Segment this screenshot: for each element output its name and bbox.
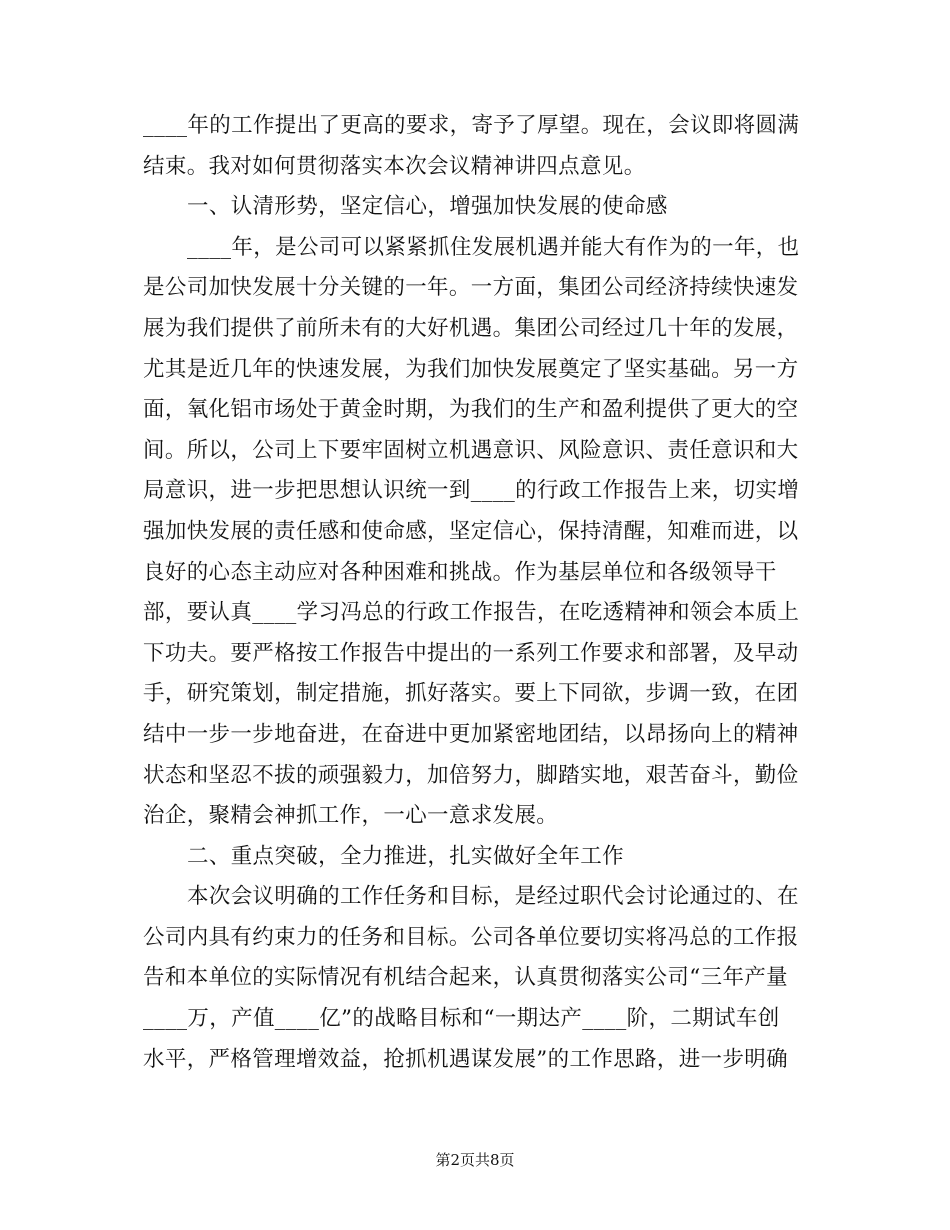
text-line: 告和本单位的实际情况有机结合起来，认真贯彻落实公司“三年产量 [143,965,788,991]
text-line: 下功夫。要严格按工作报告中提出的一系列工作要求和部署，及早动 [143,640,799,666]
text-line: 公司内具有约束力的任务和目标。公司各单位要切实将冯总的工作报 [143,924,799,950]
document-body [143,106,808,1080]
text-line: 结中一步一步地奋进，在奋进中更加紧密地团结，以昂扬向上的精神 [143,721,799,747]
text-line: 局意识，进一步把思想认识统一到____的行政工作报告上来，切实增 [143,478,800,504]
text-line: 状态和坚忍不拔的顽强毅力，加倍努力，脚踏实地，艰苦奋斗，勤俭 [143,762,799,788]
text-line: 良好的心态主动应对各种困难和挑战。作为基层单位和各级领导干 [143,559,777,585]
section-heading: 一、认清形势，坚定信心，增强加快发展的使命感 [187,194,668,220]
text-line: 间。所以，公司上下要牢固树立机遇意识、风险意识、责任意识和大 [143,437,799,463]
text-line: 结束。我对如何贯彻落实本次会议精神讲四点意见。 [143,153,646,179]
text-line: 水平，严格管理增效益，抢抓机遇谋发展”的工作思路，进一步明确 [143,1046,788,1072]
text-line: 部，要认真____学习冯总的行政工作报告，在吃透精神和领会本质上 [143,600,800,626]
text-line: 面，氧化铝市场处于黄金时期，为我们的生产和盈利提供了更大的空 [143,397,799,423]
text-line: 治企，聚精会神抓工作，一心一意求发展。 [143,803,559,829]
text-line: 展为我们提供了前所未有的大好机遇。集团公司经过几十年的发展， [143,315,799,341]
text-line: ____年，是公司可以紧紧抓住发展机遇并能大有作为的一年，也 [187,234,800,260]
text-line: ____年的工作提出了更高的要求，寄予了厚望。现在，会议即将圆满 [143,113,800,138]
text-line: 本次会议明确的工作任务和目标，是经过职代会讨论通过的、在 [187,884,799,910]
page-number-footer: 第2页共8页 [435,1151,515,1169]
text-line: 是公司加快发展十分关键的一年。一方面，集团公司经济持续快速发 [143,275,799,301]
text-line: 强加快发展的责任感和使命感，坚定信心，保持清醒，知难而进，以 [143,518,799,544]
text-line: ____万，产值____亿”的战略目标和“一期达产____阶，二期试车创 [143,1006,780,1032]
text-line: 尤其是近几年的快速发展，为我们加快发展奠定了坚实基础。另一方 [143,356,799,382]
section-heading: 二、重点突破，全力推进，扎实做好全年工作 [187,843,625,869]
text-line: 手，研究策划，制定措施，抓好落实。要上下同欲，步调一致，在团 [143,681,799,707]
